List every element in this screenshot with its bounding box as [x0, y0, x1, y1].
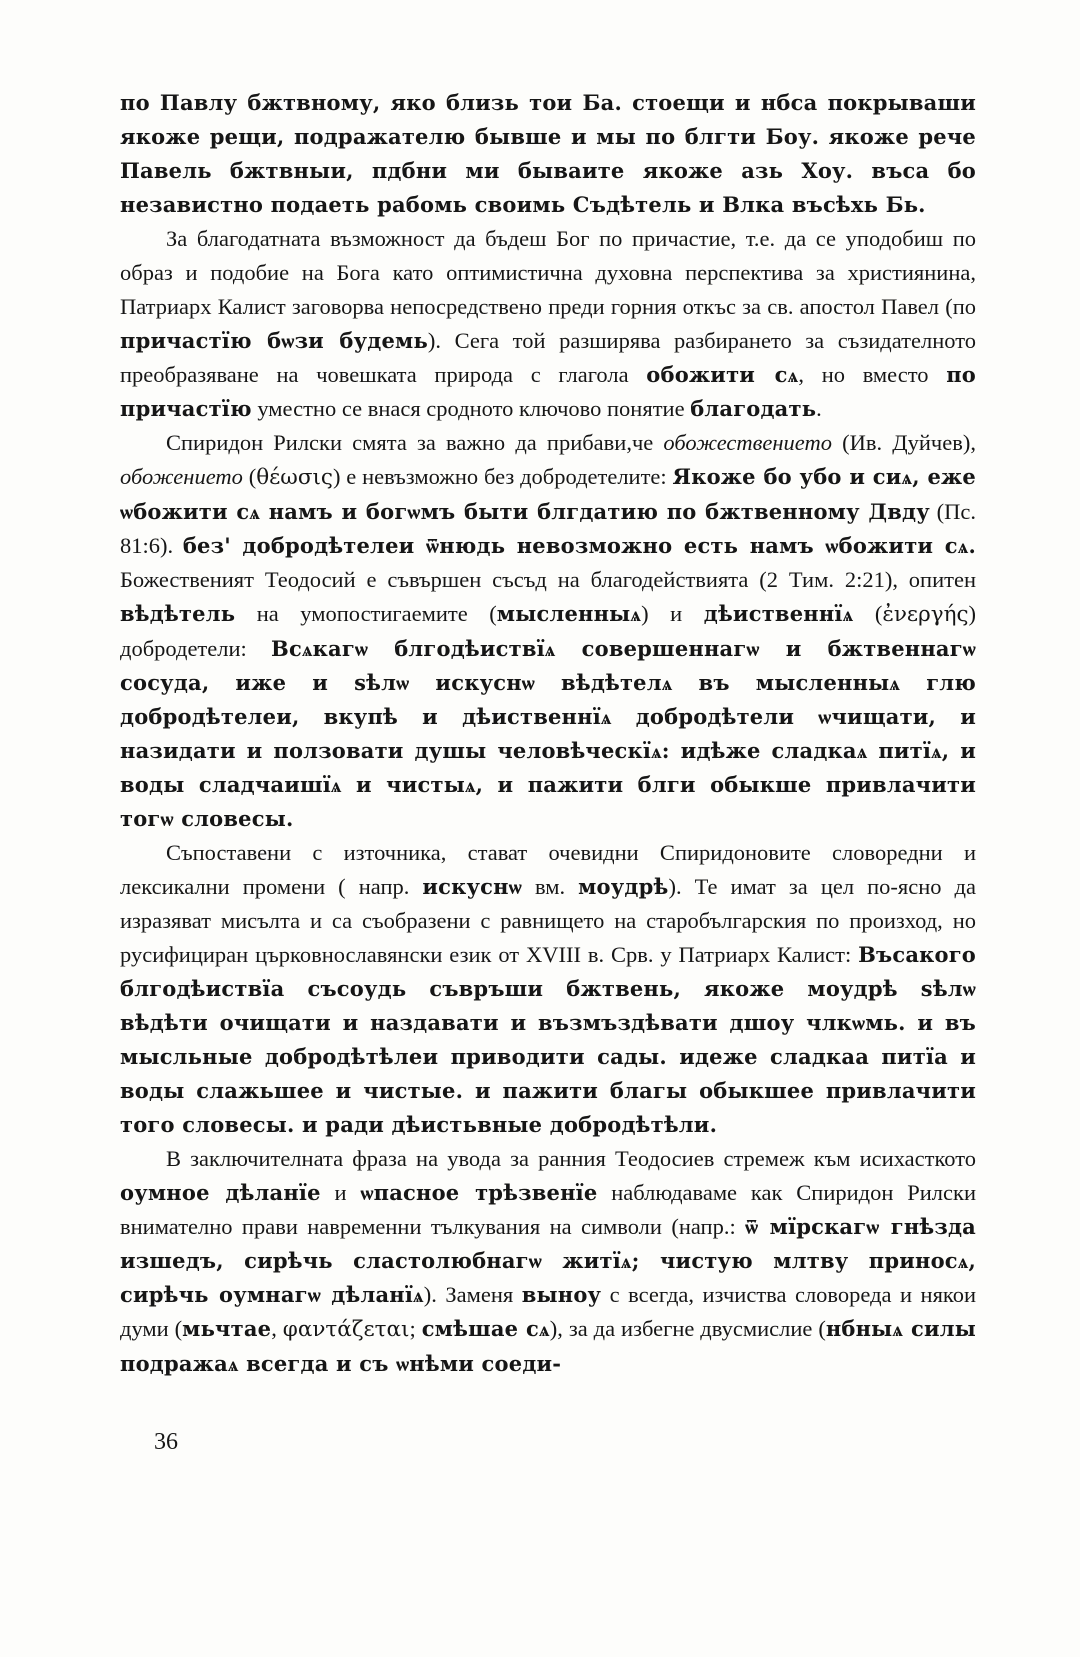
paragraph [120, 1142, 976, 1381]
church-slavonic-text: ѿ мїрскагѡ гнѣзда изшедъ, сирѣчь сластолюбнагѡ житїѧ; чистую млтву приносѧ, сирѣчь оумнагѡ дѣланїѧ [120, 1214, 976, 1307]
church-slavonic-text: смѣшае сѧ [421, 1316, 550, 1341]
body-text: уместно се внася сродното ключово понятие [251, 396, 691, 421]
body-text: Божественият Теодосий е съвършен съсъд на благодействията (2 Тим. 2:21), опитен [120, 567, 976, 592]
paragraph [120, 426, 976, 836]
church-slavonic-text: оумное дѣланїе [120, 1180, 321, 1205]
body-text: ). Заменя [423, 1282, 522, 1307]
paragraph [120, 222, 976, 426]
paragraph [120, 836, 976, 1142]
body-text: ). Те имат за цел по-ясно да изразяват мисълта и са съобразени с равнището на старобългарския по произход, но русифициран църковнославянски език от XVIII в. Срв. у Патриарх Калист: [120, 874, 976, 967]
body-text: ; [409, 1316, 422, 1341]
italic-text: обожението [120, 464, 243, 489]
body-text: ( [242, 464, 257, 489]
church-slavonic-text: моудрѣ [578, 874, 669, 899]
body-text: ) и [641, 601, 704, 626]
body-text: и [320, 1180, 361, 1205]
body-text: вм. [521, 874, 579, 899]
body-text: ) добродетели: [120, 601, 976, 661]
body-text: , но вместо [798, 362, 947, 387]
body-text: ). Сега той разширява разбирането за съзидателното преобразяване на човешката природа с глагола [120, 328, 976, 387]
church-slavonic-text: Всѧкагѡ блгодѣиствїѧ совершеннагѡ и бжтвеннагѡ сосуда, иже и ѕѣлѡ искуснѡ вѣдѣтелѧ въ мысленныѧ глю добродѣтелеи, вкупѣ и дѣиственнїѧ добродѣтели ѡчищати, и назидати и ползовати душы человѣческїѧ: идѣже сладкаѧ питїѧ, и воды сладчаишїѧ и чистыѧ, и пажити блги обыкше привлачити тогѡ словесы. [120, 636, 976, 831]
church-slavonic-text: по Павлу бжтвному, яко близь тои Ба. стоещи и нбса покрываши якоже рещи, подражателю бывше и мы по блгти Боу. якоже рече Павель бжтвныи, пдбни ми бываите якоже азь Хоу. въса бо независтно подаеть рабомь своимь Съдѣтель и Влка въсѣхь Бь. [120, 90, 976, 217]
body-text: За благодатната възможност да бъдеш Бог по причастие, т.е. да се уподобиш по образ и подобие на Бога като оптимистична духовна перспектива за християнина, Патриарх Калист заговорва непосредствено преди горния откъс за св. апостол Павел (по [120, 226, 976, 319]
document-body [120, 86, 976, 1381]
church-slavonic-text: благодать [690, 396, 817, 421]
church-slavonic-text: Въсакого блгодѣиствїа съсоудь съвръши бжтвень, якоже моудрѣ ѕѣлѡ вѣдѣти очищати и наздавати и възмъздѣвати дшоу члкѡмь. и въ мысльные добродѣтѣлеи приводити сады. идеже сладкаа питїа и воды слажьшее и чистые. и пажити благы обыкшее привлачити того словесы. и ради дѣистьвные добродѣтѣли. [120, 942, 976, 1137]
church-slavonic-text: ѡпасное трѣзвенїе [360, 1180, 598, 1205]
body-text: ) е невъзможно без добродетелите: [332, 464, 673, 489]
church-slavonic-text: Якоже бо убо и сиѧ, еже ѡбожити сѧ намъ и богѡмъ быти блгдатию по бжтвенному Двду [120, 464, 976, 524]
greek-text: φαντάζεται [282, 1317, 410, 1342]
church-slavonic-text: нбныѧ силы подражаѧ всегда и съ ѡнѣми соеди- [120, 1316, 976, 1376]
body-text: Съпоставени с източника, стават очевидни Спиридоновите словоредни и лексикални промени ( напр. [120, 840, 976, 899]
italic-text: обожествението [663, 430, 832, 455]
church-slavonic-text: по причастїю [120, 362, 976, 421]
church-slavonic-text: причастїю бѡзи будемь [120, 328, 428, 353]
body-text: , [271, 1316, 283, 1341]
body-text: . [816, 396, 822, 421]
church-slavonic-text: выноу [521, 1282, 602, 1307]
page-number: 36 [154, 1429, 178, 1455]
church-slavonic-text: обожити сѧ [646, 362, 799, 387]
church-slavonic-text: вѣдѣтель [120, 601, 236, 626]
church-slavonic-text: мысленныѧ [496, 601, 642, 626]
greek-text: ἐνεργής [882, 602, 969, 627]
body-text: наблюдаваме как Спиридон Рилски внимателно прави навременни тълкувания на символи (напр.: [120, 1180, 976, 1239]
greek-text: θέωσις [256, 465, 333, 490]
body-text: ( [853, 601, 883, 626]
church-slavonic-text: мьчтае [182, 1316, 272, 1341]
body-text: Спиридон Рилски смята за важно да прибави,че [166, 430, 664, 455]
church-slavonic-text: без' добродѣтелеи ѿнюдь невозможно есть намъ ѡбожити сѧ. [182, 533, 976, 558]
body-text: (Пс. 81:6). [120, 499, 976, 558]
body-text: (Ив. Дуйчев), [832, 430, 976, 455]
body-text: с всегда, изчиства словореда и някои думи ( [120, 1282, 977, 1341]
body-text: на умопостигаемите ( [235, 601, 497, 626]
body-text: В заключителната фраза на увода за ранния Теодосиев стремеж към исихасткото [166, 1146, 976, 1171]
church-slavonic-text: искуснѡ [422, 874, 522, 899]
paragraph [120, 86, 976, 222]
church-slavonic-text: дѣиственнїѧ [703, 601, 854, 626]
body-text: ), за да избегне двусмислие ( [549, 1316, 826, 1341]
